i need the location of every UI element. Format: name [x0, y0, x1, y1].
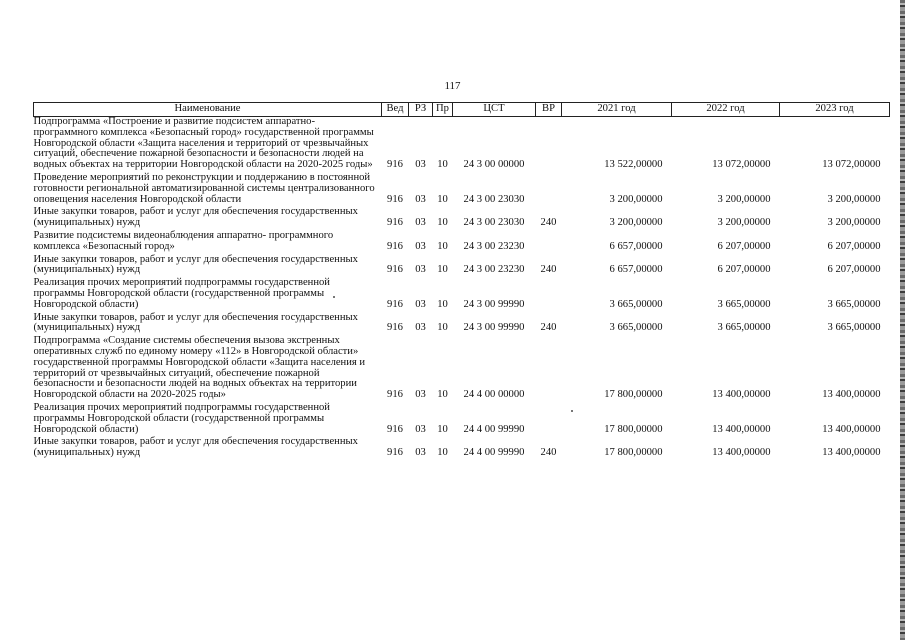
row-2023-value: 3 665,00000	[827, 322, 881, 334]
row-rz-cell: 03	[415, 389, 426, 401]
row-name-cell: Иные закупки товаров, работ и услуг для обеспечения государственных (муниципальных) нужд	[33, 206, 358, 229]
table-row	[34, 255, 890, 279]
row-2023-value: 13 072,00000	[822, 159, 881, 171]
table-body	[34, 117, 890, 461]
row-rz-cell: 03	[415, 217, 426, 229]
row-2023-value: 3 665,00000	[827, 298, 881, 310]
row-2023-value: 13 400,00000	[822, 447, 881, 459]
row-rz-cell: 03	[415, 193, 426, 205]
row-2023-value: 6 207,00000	[827, 264, 881, 276]
col-header-cst: ЦСТ	[453, 103, 536, 117]
table-row	[34, 437, 890, 461]
row-vr-cell	[536, 231, 562, 255]
row-2023-value: 13 400,00000	[822, 389, 881, 401]
row-2021-value: 3 665,00000	[609, 298, 663, 310]
row-ved-cell: 916	[387, 389, 403, 401]
row-2021-value: 17 800,00000	[604, 423, 663, 435]
table-row	[34, 336, 890, 403]
row-ved-cell: 916	[387, 159, 403, 171]
row-name-cell: Развитие подсистемы видеонаблюдения аппаратно- программного комплекса «Безопасный город»	[33, 229, 334, 252]
row-2023-value: 6 207,00000	[827, 240, 881, 252]
table-row	[34, 313, 890, 337]
table-header-row	[34, 103, 890, 117]
row-cst-cell: 24 3 00 99990	[463, 298, 525, 310]
row-cst-cell: 24 3 00 00000	[463, 159, 525, 171]
row-cst-cell: 24 4 00 99990	[463, 423, 525, 435]
row-name-cell: Реализация прочих мероприятий подпрограммы государственной программы Новгородской области (государственной программы Новгородской области)	[33, 401, 330, 435]
row-vr-cell	[536, 117, 562, 173]
budget-table	[33, 102, 890, 461]
row-name-cell: Подпрограмма «Создание системы обеспечения вызова экстренных оперативных служб по единому номеру «112» в Новгородской области» государственной программы Новгородской области «Защита населения и территорий от чрезвычайных ситуаций, обеспечение пожарной безопасности и безопасности людей на водных объектах на территории Новгородской области на 2020-2025 годы»	[33, 335, 366, 401]
row-2021-value: 17 800,00000	[604, 447, 663, 459]
row-name-cell: Иные закупки товаров, работ и услуг для обеспечения государственных (муниципальных) нужд	[33, 311, 358, 334]
row-2021-value: 6 657,00000	[609, 240, 663, 252]
col-header-pr: Пр	[433, 103, 453, 117]
row-vr-cell: 240	[540, 447, 557, 459]
row-ved-cell: 916	[387, 298, 403, 310]
row-cst-cell: 24 3 00 23230	[463, 264, 525, 276]
row-2022-value: 6 207,00000	[717, 240, 771, 252]
scan-speck	[333, 296, 335, 298]
row-2021-value: 13 522,00000	[604, 159, 663, 171]
row-cst-cell: 24 4 00 00000	[463, 389, 525, 401]
row-2023-value: 3 200,00000	[827, 217, 881, 229]
col-header-2021: 2021 год	[562, 103, 672, 117]
row-vr-cell: 240	[540, 322, 557, 334]
row-ved-cell: 916	[387, 240, 403, 252]
row-ved-cell: 916	[387, 423, 403, 435]
row-pr-cell: 10	[437, 322, 448, 334]
row-name-cell: Иные закупки товаров, работ и услуг для обеспечения государственных (муниципальных) нужд	[33, 436, 358, 459]
row-2023-value: 3 200,00000	[827, 193, 881, 205]
table-row	[34, 278, 890, 312]
row-2022-value: 13 072,00000	[712, 159, 771, 171]
row-rz-cell: 03	[415, 447, 426, 459]
row-2022-value: 3 665,00000	[717, 298, 771, 310]
row-2021-value: 3 200,00000	[609, 217, 663, 229]
table-row	[34, 207, 890, 231]
row-cst-cell: 24 3 00 23030	[463, 217, 525, 229]
col-header-name: Наименование	[34, 103, 382, 117]
row-2022-value: 13 400,00000	[712, 447, 771, 459]
table-row	[34, 231, 890, 255]
row-2023-value: 13 400,00000	[822, 423, 881, 435]
col-header-vr: ВР	[536, 103, 562, 117]
row-vr-cell	[536, 336, 562, 403]
row-2022-value: 13 400,00000	[712, 389, 771, 401]
page-number: 117	[444, 80, 461, 92]
row-cst-cell: 24 4 00 99990	[463, 447, 525, 459]
row-vr-cell	[536, 403, 562, 437]
row-pr-cell: 10	[437, 193, 448, 205]
row-cst-cell: 24 3 00 23030	[463, 193, 525, 205]
row-vr-cell	[536, 278, 562, 312]
scan-edge-decoration	[900, 0, 905, 640]
row-2021-value: 3 200,00000	[609, 193, 663, 205]
row-rz-cell: 03	[415, 240, 426, 252]
row-2022-value: 6 207,00000	[717, 264, 771, 276]
row-2021-value: 17 800,00000	[604, 389, 663, 401]
row-rz-cell: 03	[415, 423, 426, 435]
row-cst-cell: 24 3 00 23230	[463, 240, 525, 252]
row-ved-cell: 916	[387, 322, 403, 334]
row-rz-cell: 03	[415, 159, 426, 171]
row-2021-value: 6 657,00000	[609, 264, 663, 276]
row-name-cell: Реализация прочих мероприятий подпрограммы государственной программы Новгородской области (государственной программы Новгородской области)	[33, 277, 330, 310]
row-ved-cell: 916	[387, 193, 403, 205]
col-header-ved: Вед	[382, 103, 409, 117]
row-rz-cell: 03	[415, 322, 426, 334]
row-pr-cell: 10	[437, 159, 448, 171]
row-2022-value: 3 665,00000	[717, 322, 771, 334]
table-row	[34, 173, 890, 207]
row-pr-cell: 10	[437, 240, 448, 252]
row-2022-value: 3 200,00000	[717, 193, 771, 205]
table-row	[34, 117, 890, 173]
col-header-2023: 2023 год	[780, 103, 890, 117]
scan-speck	[571, 410, 573, 412]
row-pr-cell: 10	[437, 447, 448, 459]
row-2022-value: 13 400,00000	[712, 423, 771, 435]
row-vr-cell	[536, 173, 562, 207]
row-ved-cell: 916	[387, 447, 403, 459]
row-name-cell: Подпрограмма «Построение и развитие подсистем аппаратно-программного комплекса «Безопасный город» государственной программы Новгородской области «Защита населения и территорий от чрезвычайных ситуаций, обеспечение пожарной безопасности и безопасности людей на водных объектах на территории Новгородской области на 2020-2025 годы»	[33, 116, 374, 171]
col-header-rz: РЗ	[409, 103, 433, 117]
row-pr-cell: 10	[437, 264, 448, 276]
row-cst-cell: 24 3 00 99990	[463, 322, 525, 334]
row-2021-value: 3 665,00000	[609, 322, 663, 334]
row-2022-value: 3 200,00000	[717, 217, 771, 229]
row-pr-cell: 10	[437, 423, 448, 435]
row-ved-cell: 916	[387, 264, 403, 276]
row-name-cell: Проведение мероприятий по реконструкции и поддержанию в постоянной готовности региональной автоматизированной системы централизованного оповещения населения Новгородской области	[33, 171, 375, 205]
row-rz-cell: 03	[415, 264, 426, 276]
row-pr-cell: 10	[437, 298, 448, 310]
col-header-2022: 2022 год	[672, 103, 780, 117]
row-ved-cell: 916	[387, 217, 403, 229]
row-pr-cell: 10	[437, 389, 448, 401]
table-row	[34, 403, 890, 437]
row-rz-cell: 03	[415, 298, 426, 310]
row-pr-cell: 10	[437, 217, 448, 229]
row-name-cell: Иные закупки товаров, работ и услуг для обеспечения государственных (муниципальных) нужд	[33, 253, 358, 276]
row-vr-cell: 240	[540, 264, 557, 276]
row-vr-cell: 240	[540, 217, 557, 229]
